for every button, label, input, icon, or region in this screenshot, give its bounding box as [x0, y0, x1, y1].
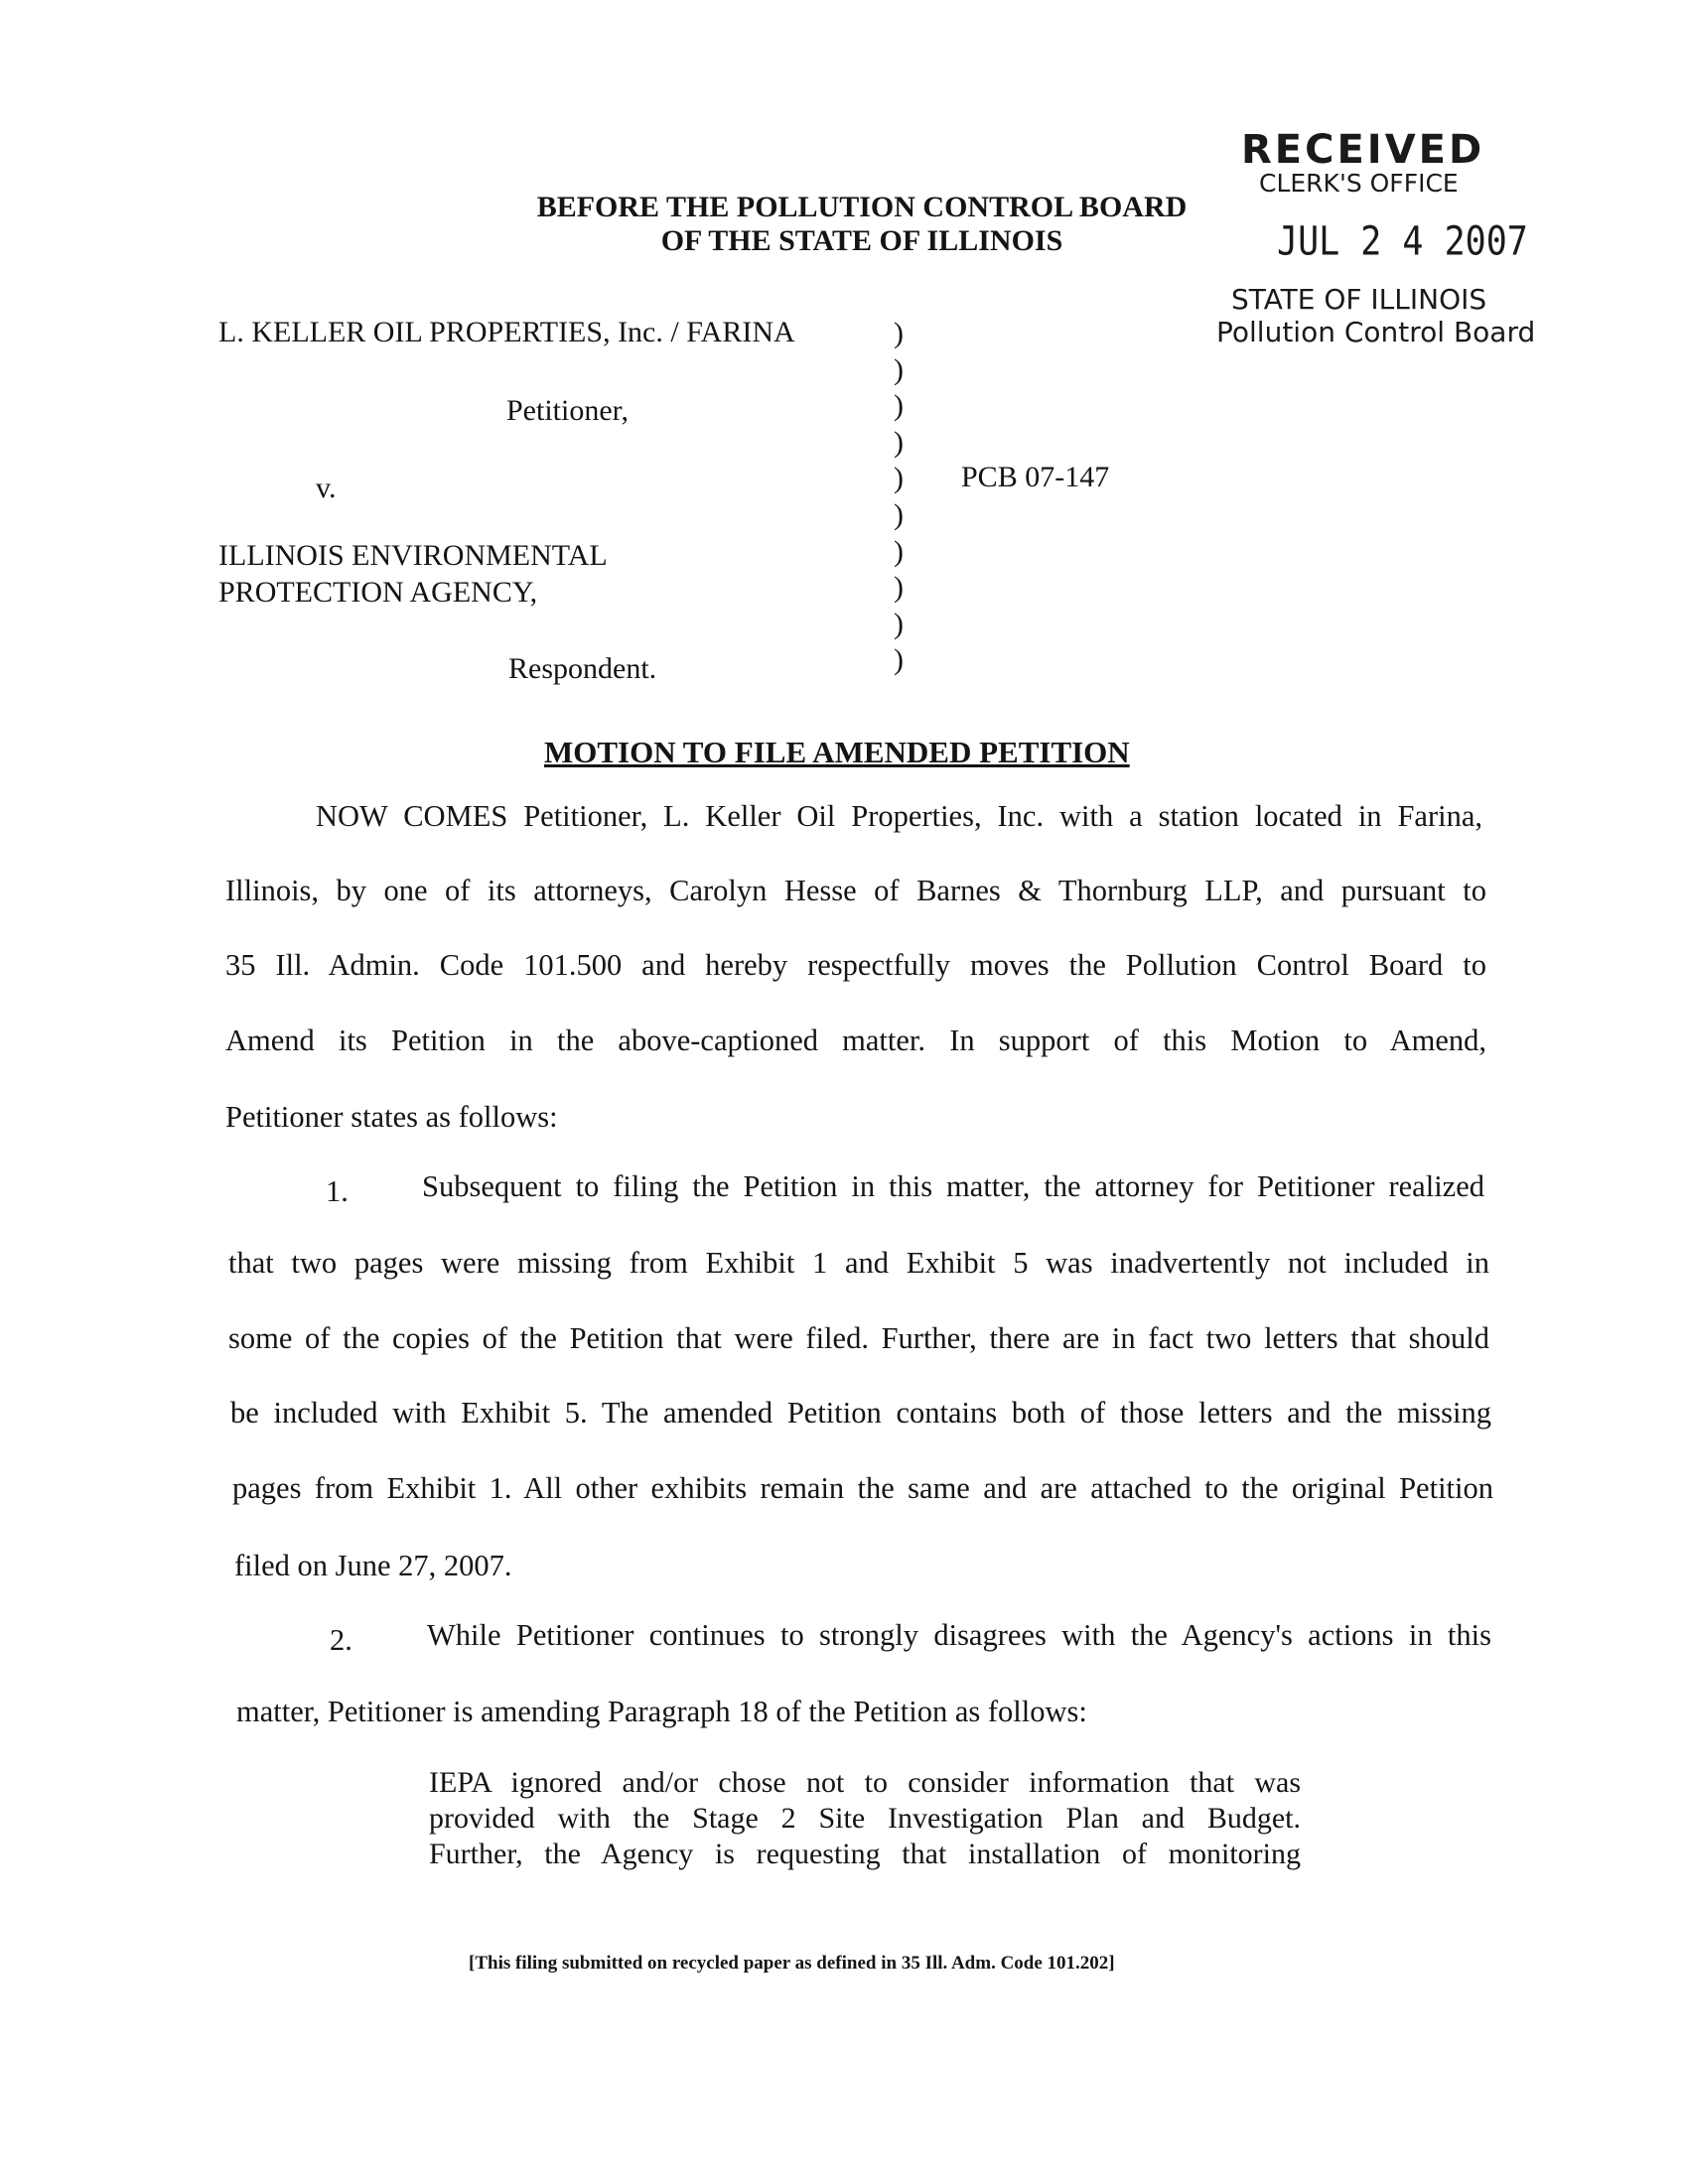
petitioner-role: Petitioner, — [506, 394, 629, 427]
caption-paren: ) — [894, 607, 904, 640]
caption-paren: ) — [894, 317, 904, 349]
stamp-received: RECEIVED — [1241, 127, 1485, 173]
quote-line: Further, the Agency is requesting that installation of monitoring — [429, 1838, 1301, 1870]
versus: v. — [316, 472, 337, 504]
caption-paren: ) — [894, 497, 904, 531]
quote-line: provided with the Stage 2 Site Investigation Plan and Budget. — [429, 1802, 1301, 1835]
paragraph-1-number: 1. — [326, 1174, 349, 1208]
paragraph-1-line: filed on June 27, 2007. — [234, 1549, 512, 1582]
intro-line: Amend its Petition in the above-captioned matter. In support of this Motion to Amend, — [225, 1024, 1486, 1057]
respondent-role: Respondent. — [508, 652, 657, 685]
paragraph-2-line: While Petitioner continues to strongly disagrees with the Agency's actions in this — [427, 1618, 1491, 1652]
motion-title: MOTION TO FILE AMENDED PETITION — [544, 735, 1130, 769]
paragraph-1-line: be included with Exhibit 5. The amended Petition contains both of those letters and the missing — [230, 1396, 1491, 1430]
paragraph-1-line: Subsequent to filing the Petition in this matter, the attorney for Petitioner realized — [422, 1169, 1484, 1203]
stamp-board: Pollution Control Board — [1216, 316, 1536, 348]
caption-paren: ) — [894, 352, 904, 386]
caption-paren: ) — [894, 389, 904, 423]
intro-line: 35 Ill. Admin. Code 101.500 and hereby respectfully moves the Pollution Control Board to — [225, 948, 1486, 982]
recycled-paper-footer: [This filing submitted on recycled paper as defined in 35 Ill. Adm. Code 101.202] — [469, 1953, 1115, 1974]
stamp-date: JUL 2 4 2007 — [1277, 219, 1528, 265]
stamp-state: STATE OF ILLINOIS — [1231, 283, 1487, 316]
respondent-name-line-1: ILLINOIS ENVIRONMENTAL — [218, 539, 608, 572]
quote-line: IEPA ignored and/or chose not to consider information that was — [429, 1766, 1301, 1799]
paragraph-1-line: pages from Exhibit 1. All other exhibits remain the same and are attached to the original Petition — [232, 1471, 1493, 1505]
court-heading-line-1: BEFORE THE POLLUTION CONTROL BOARD — [536, 191, 1188, 223]
paragraph-1-line: some of the copies of the Petition that were filed. Further, there are in fact two letters that should — [228, 1321, 1489, 1355]
case-number: PCB 07-147 — [961, 461, 1110, 493]
caption-paren: ) — [894, 425, 904, 459]
intro-line: Petitioner states as follows: — [225, 1100, 558, 1134]
paragraph-2-number: 2. — [330, 1623, 352, 1657]
caption-paren: ) — [894, 462, 904, 495]
court-heading-line-2: OF THE STATE OF ILLINOIS — [660, 224, 1063, 257]
paragraph-2-line: matter, Petitioner is amending Paragraph 18 of the Petition as follows: — [236, 1695, 1087, 1728]
caption-paren: ) — [894, 643, 904, 677]
caption-parentheses — [894, 316, 904, 679]
paragraph-1-line: that two pages were missing from Exhibit 1 and Exhibit 5 was inadvertently not included in — [228, 1246, 1489, 1280]
petitioner-name: L. KELLER OIL PROPERTIES, Inc. / FARINA — [218, 316, 795, 348]
stamp-clerks-office: CLERK'S OFFICE — [1259, 169, 1459, 198]
caption-paren: ) — [894, 571, 904, 605]
intro-line: Illinois, by one of its attorneys, Carolyn Hesse of Barnes & Thornburg LLP, and pursuant to — [225, 874, 1486, 907]
caption-paren: ) — [894, 534, 904, 568]
respondent-name-line-2: PROTECTION AGENCY, — [218, 576, 538, 609]
intro-line: NOW COMES Petitioner, L. Keller Oil Properties, Inc. with a station located in Farina, — [316, 799, 1482, 833]
